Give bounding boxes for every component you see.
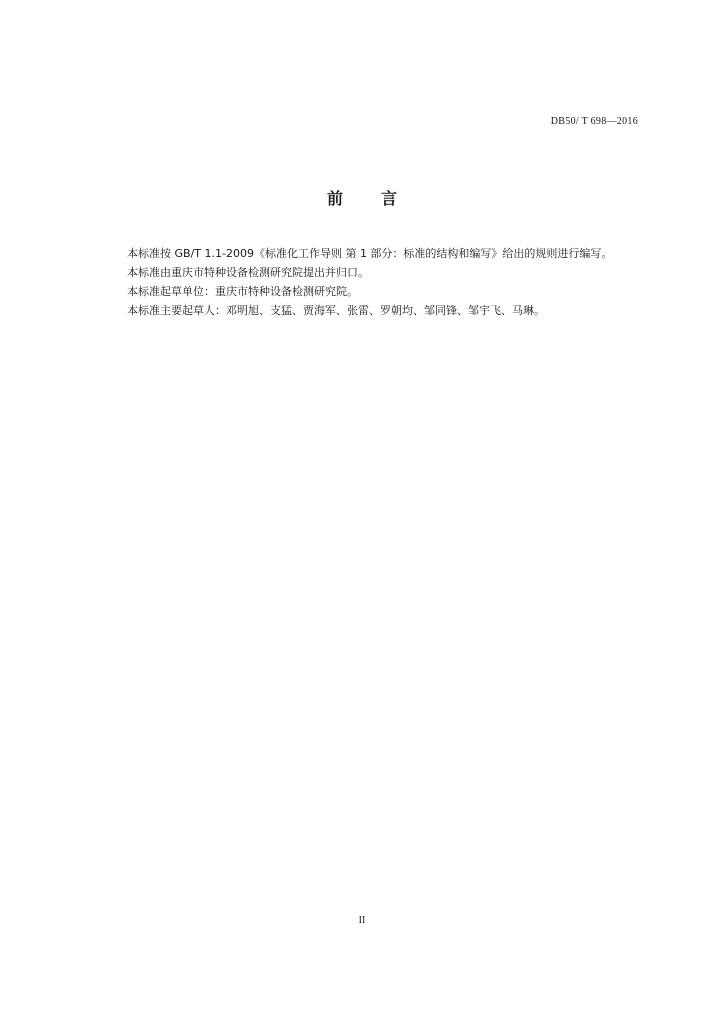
paragraph-drafting-rules: 本标准按 GB/T 1.1-2009《标准化工作导则 第 1 部分：标准的结构和编写》给出的规则进行编写。 (127, 247, 613, 260)
paragraph-proposer: 本标准由重庆市特种设备检测研究院提出并归口。 (127, 266, 369, 279)
document-code: DB50/ T 698—2016 (550, 116, 638, 127)
section-title-char-2: 言 (381, 189, 398, 208)
paragraph-drafters: 本标准主要起草人：邓明旭、支猛、贾海军、张雷、罗朝均、邹同锋、邹宇飞、马琳。 (127, 304, 545, 317)
paragraph-drafting-unit: 本标准起草单位：重庆市特种设备检测研究院。 (127, 285, 358, 298)
foreword-body (127, 244, 647, 320)
section-title-char-1: 前 (326, 189, 343, 208)
page-number: II (358, 915, 366, 926)
section-title (0, 186, 724, 209)
